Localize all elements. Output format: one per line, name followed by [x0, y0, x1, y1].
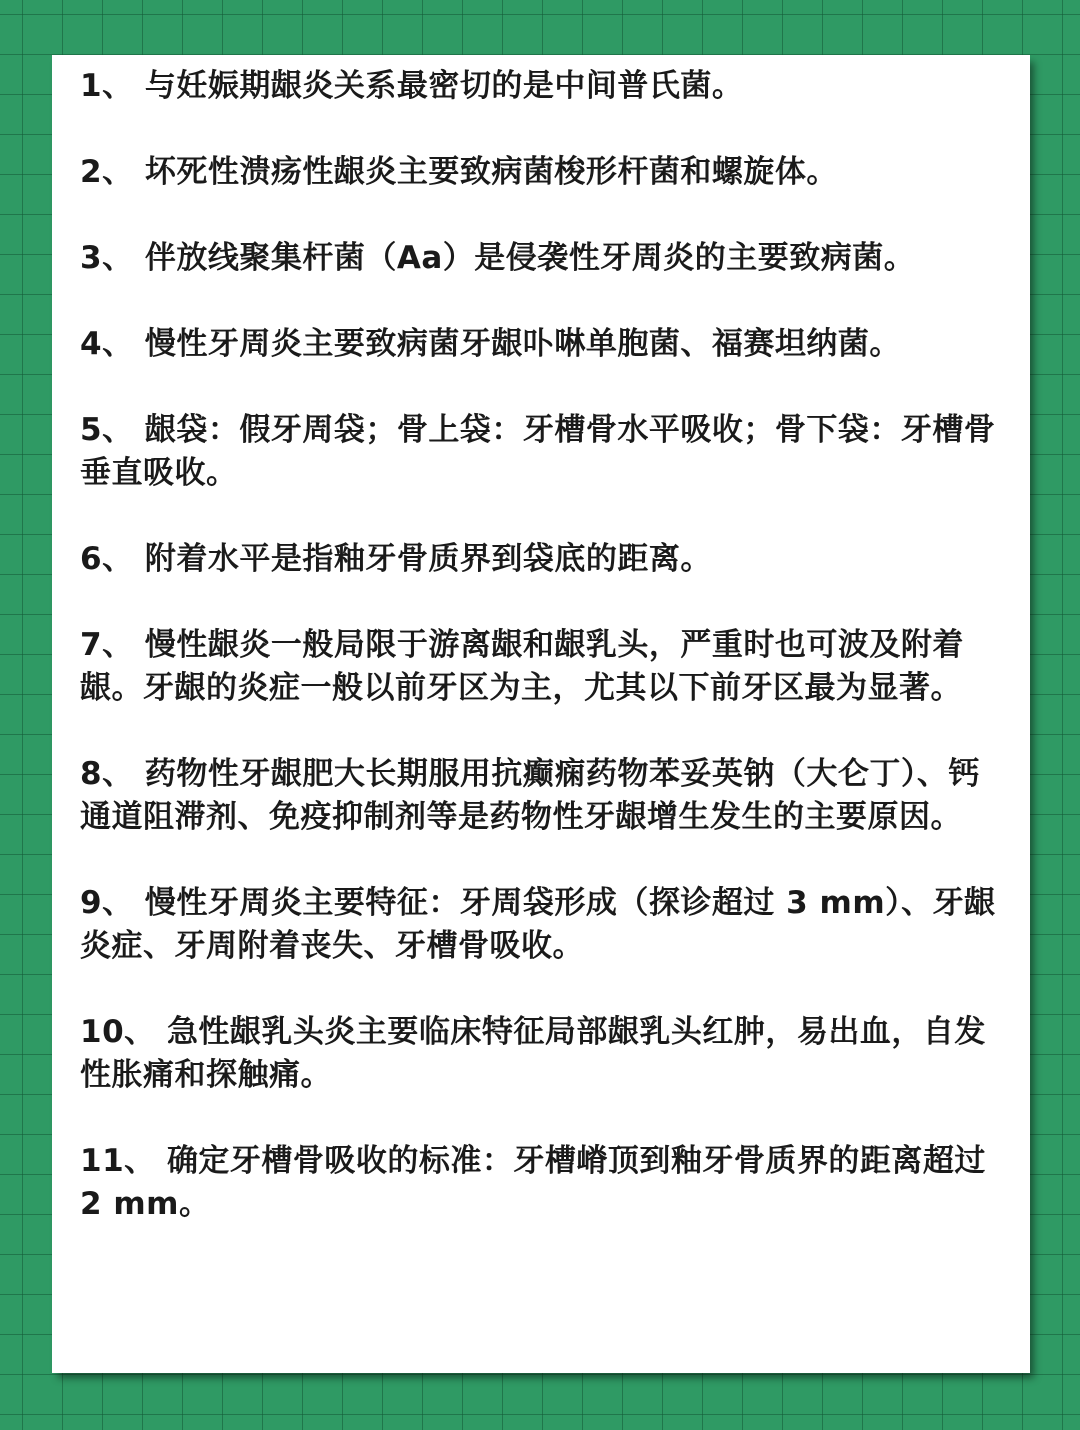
item-text: 坏死性溃疡性龈炎主要致病菌梭形杆菌和螺旋体。	[144, 154, 838, 190]
item-text: 附着水平是指釉牙骨质界到袋底的距离。	[144, 541, 712, 577]
item-text: 慢性牙周炎主要特征：牙周袋形成（探诊超过 3 mm）、牙龈炎症、牙周附着丧失、牙槽骨吸收。	[80, 885, 996, 964]
item-number: 5、	[80, 412, 134, 448]
list-item	[80, 538, 1008, 581]
item-number: 10、	[80, 1014, 156, 1050]
item-number: 7、	[80, 627, 134, 663]
item-text: 急性龈乳头炎主要临床特征局部龈乳头红肿，易出血，自发性胀痛和探触痛。	[80, 1014, 986, 1093]
list-item	[80, 323, 1008, 366]
content-card	[52, 55, 1030, 1373]
item-number: 9、	[80, 885, 134, 921]
list-item	[80, 237, 1008, 280]
item-text: 药物性牙龈肥大长期服用抗癫痫药物苯妥英钠（大仑丁）、钙通道阻滞剂、免疫抑制剂等是药物性牙龈增生发生的主要原因。	[80, 756, 980, 835]
item-number: 8、	[80, 756, 134, 792]
list-item	[80, 409, 1008, 495]
list-item	[80, 65, 1008, 108]
item-number: 4、	[80, 326, 134, 362]
item-text: 慢性牙周炎主要致病菌牙龈卟啉单胞菌、福赛坦纳菌。	[144, 326, 901, 362]
list-item	[80, 624, 1008, 710]
fact-list	[80, 65, 1008, 1226]
item-number: 11、	[80, 1143, 156, 1179]
item-text: 慢性龈炎一般局限于游离龈和龈乳头，严重时也可波及附着龈。牙龈的炎症一般以前牙区为主，尤其以下前牙区最为显著。	[80, 627, 964, 706]
item-text: 伴放线聚集杆菌（Aa）是侵袭性牙周炎的主要致病菌。	[144, 240, 916, 276]
item-text: 龈袋：假牙周袋；骨上袋：牙槽骨水平吸收；骨下袋：牙槽骨垂直吸收。	[80, 412, 996, 491]
list-item	[80, 1140, 1008, 1226]
list-item	[80, 882, 1008, 968]
item-text: 与妊娠期龈炎关系最密切的是中间普氏菌。	[144, 68, 744, 104]
list-item	[80, 1011, 1008, 1097]
list-item	[80, 151, 1008, 194]
list-item	[80, 753, 1008, 839]
item-number: 2、	[80, 154, 134, 190]
item-text: 确定牙槽骨吸收的标准：牙槽嵴顶到釉牙骨质界的距离超过 2 mm。	[80, 1143, 986, 1222]
item-number: 6、	[80, 541, 134, 577]
item-number: 1、	[80, 68, 134, 104]
item-number: 3、	[80, 240, 134, 276]
